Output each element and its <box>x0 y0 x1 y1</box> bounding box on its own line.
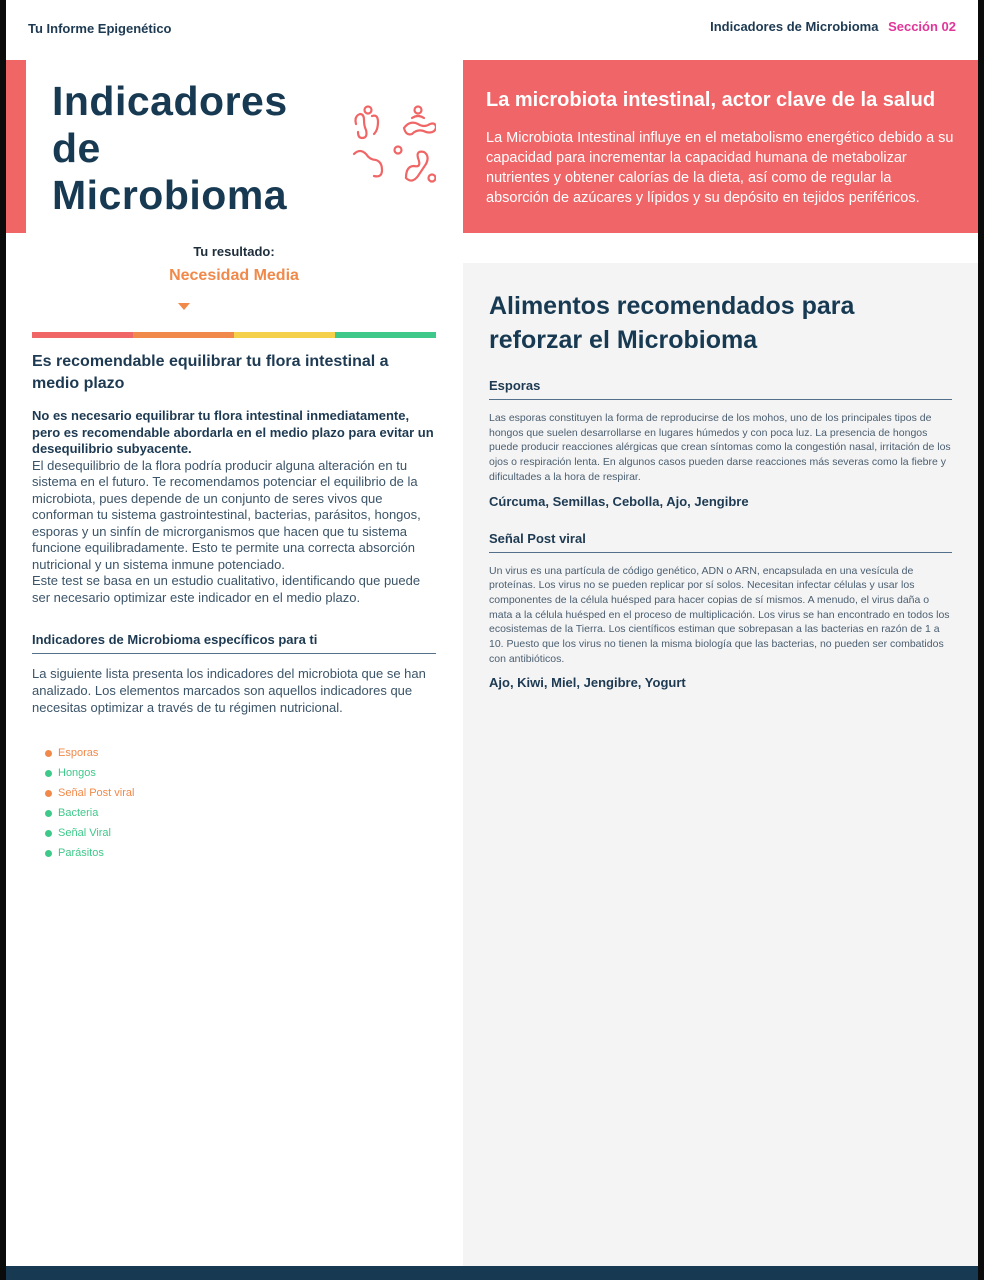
page-header-title: Indicadores de Microbioma <box>710 19 879 34</box>
indicator-label: Bacteria <box>58 807 99 819</box>
food-block <box>489 378 952 509</box>
page-header <box>710 19 956 34</box>
bullet-dot-icon <box>45 790 52 797</box>
recommendation-lead: No es necesario equilibrar tu flora intestinal inmediatamente, pero es recomendable abordarla en el medio plazo para evitar un desequilibrio subyacente. <box>32 408 434 456</box>
bullet-dot-icon <box>45 850 52 857</box>
result-scale-segment <box>32 332 133 338</box>
footer-bar <box>6 1266 978 1280</box>
hero-accent-bar <box>6 60 26 233</box>
bullet-dot-icon <box>45 810 52 817</box>
indicators-heading: Indicadores de Microbioma específicos para ti <box>32 632 436 654</box>
indicator-label: Señal Viral <box>58 827 111 839</box>
recommendation-paragraph: El desequilibrio de la flora podría producir alguna alteración en tu sistema en el futuro. Te recomendamos potenciar el equilibrio de la microbiota, pues depende de un conjunto de seres vivos que conforman tu sistema gastrointestinal, bacterias, parásitos, hongos, esporas y un sinfín de microrganismos que hacen que tu sistema funcione equilibradamente. Esto te permite una correcta absorción nutricional y un sistema inmune potenciado. <box>32 457 421 572</box>
indicator-item <box>45 763 436 783</box>
result-scale-segment <box>335 332 436 338</box>
foods-heading: Alimentos recomendados para reforzar el Microbioma <box>489 292 855 354</box>
indicator-label: Parásitos <box>58 847 104 859</box>
result-scale-segment <box>133 332 234 338</box>
recommendation-paragraph: Este test se basa en un estudio cualitativo, identificando que puede ser necesario optimizar este indicador en el medio plazo. <box>32 573 421 605</box>
result-label: Tu resultado: <box>193 244 275 259</box>
foods-panel <box>463 263 978 1266</box>
food-block-foods: Cúrcuma, Semillas, Cebolla, Ajo, Jengibre <box>489 493 749 509</box>
indicator-label: Esporas <box>58 747 99 759</box>
food-block-foods: Ajo, Kiwi, Miel, Jengibre, Yogurt <box>489 675 686 691</box>
bullet-dot-icon <box>45 770 52 777</box>
page-title-line: Microbioma <box>52 172 288 218</box>
indicator-label: Señal Post viral <box>58 787 135 799</box>
indicator-item <box>45 783 436 803</box>
report-title: Tu Informe Epigenético <box>28 21 172 36</box>
food-block-title: Señal Post viral <box>489 531 952 553</box>
indicator-label: Hongos <box>58 767 96 779</box>
report-page <box>6 0 978 1266</box>
indicator-item <box>45 803 436 823</box>
indicator-item <box>45 743 436 763</box>
result-value: Necesidad Media <box>169 267 299 284</box>
page-title-line: Indicadores <box>52 78 288 124</box>
intro-box <box>463 60 978 233</box>
intro-text: La Microbiota Intestinal influye en el metabolismo energético debido a su capacidad para incrementar la capacidad humana de metabolizar nutrientes y obtener calorías de la dieta, así como de regular la absorción de azúcares y lípidos y su depósito en tejidos periféricos. <box>486 130 954 206</box>
result-scale-segment <box>234 332 335 338</box>
intro-heading: La microbiota intestinal, actor clave de la salud <box>486 89 936 111</box>
indicator-item <box>45 843 436 863</box>
page-title-line: de <box>52 125 101 171</box>
food-block-description: Un virus es una partícula de código genético, ADN o ARN, encapsulada en una vesícula de proteínas. Los virus no se pueden replicar por sí solos. Necesitan infectar células y usar los componentes de la célula huésped para hacer copias de sí mismos. A menudo, el virus daña o mata a la célula huésped en el proceso de multiplicación. Los virus se han encontrado en todos los ecosistemas de la Tierra. Los científicos estiman que sobrepasan a las bacterias en razón de 1 a 10. Puesto que los virus no tienen la misma biología que las bacterias, no pueden ser combatidos con antibióticos. <box>489 564 950 665</box>
microbe-icon <box>352 104 436 188</box>
recommendation-section <box>32 351 436 863</box>
food-block <box>489 531 952 691</box>
section-label: Sección 02 <box>888 19 956 34</box>
indicator-list <box>45 743 436 863</box>
recommendation-heading: Es recomendable equilibrar tu flora intestinal a medio plazo <box>32 353 389 392</box>
result-indicator-arrow <box>178 303 190 310</box>
food-block-description: Las esporas constituyen la forma de reproducirse de los mohos, uno de los principales tipos de hongos que suelen desarrollarse en lugares húmedos y con poca luz. La presencia de hongos puede producir reacciones alérgicas que crean síntomas como la congestión nasal, irritación de los ojos o respiración lenta. En algunos casos pueden darse reacciones más severas como la fiebre y dificultades a la hora de respirar. <box>489 412 951 483</box>
result-scale <box>32 332 436 338</box>
bullet-dot-icon <box>45 830 52 837</box>
indicator-item <box>45 823 436 843</box>
bullet-dot-icon <box>45 750 52 757</box>
indicators-text: La siguiente lista presenta los indicadores del microbiota que se han analizado. Los elementos marcados son aquellos indicadores que necesitas optimizar a través de tu régimen nutricional. <box>32 666 426 715</box>
page-title <box>52 78 288 219</box>
food-block-title: Esporas <box>489 378 952 400</box>
